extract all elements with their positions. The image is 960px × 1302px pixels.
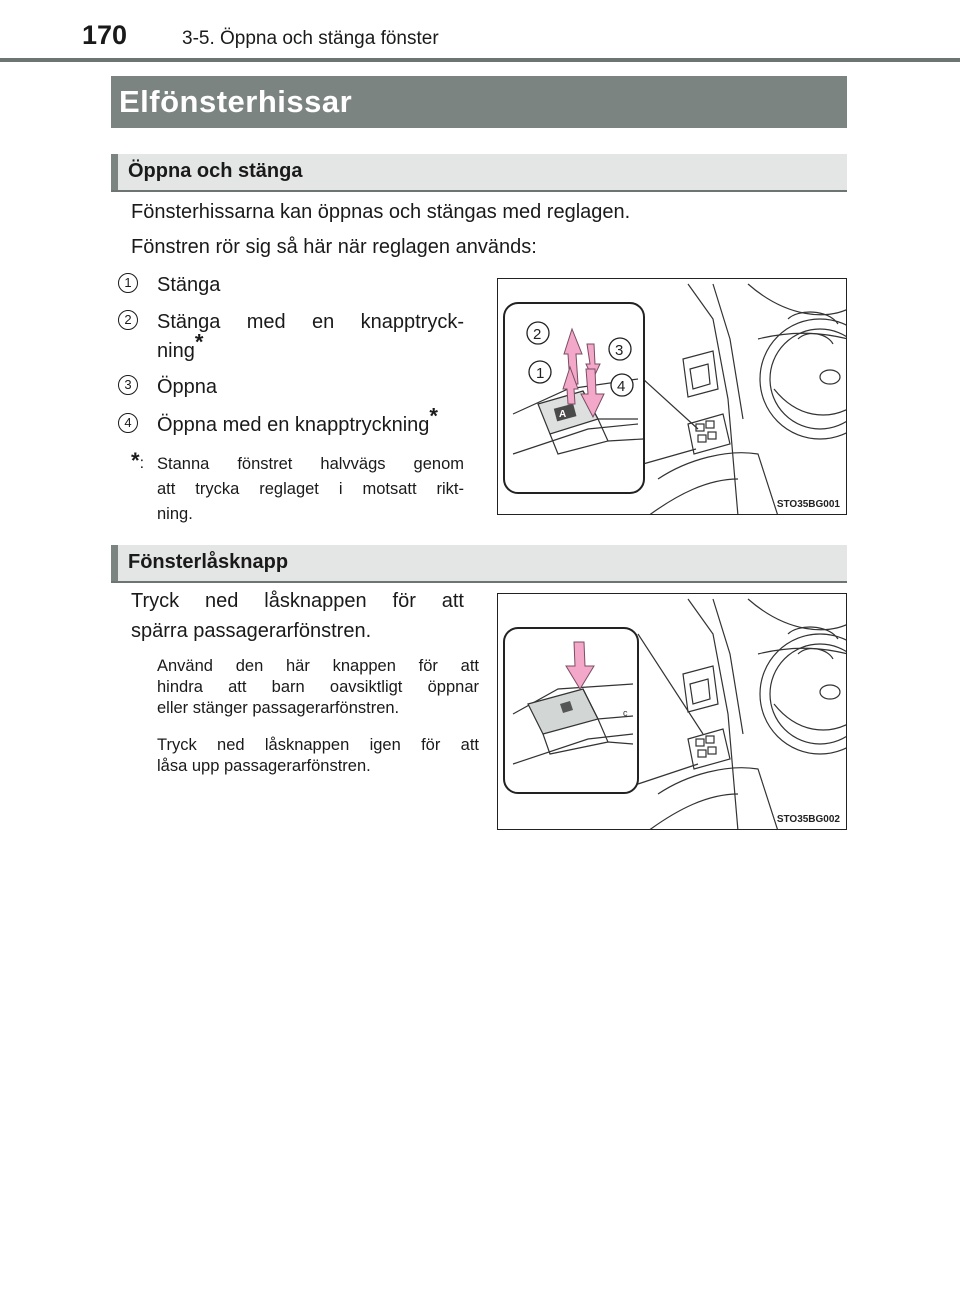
section-heading-text: Öppna och stänga bbox=[128, 160, 303, 182]
item-number-2: 2 bbox=[118, 310, 138, 330]
item-number-4: 4 bbox=[118, 413, 138, 433]
figure-window-switch bbox=[497, 278, 847, 515]
item-open: Öppna bbox=[157, 376, 218, 398]
footnote-star: * bbox=[194, 329, 204, 355]
paragraph-movement: Fönstren rör sig så här när reglagen används: bbox=[131, 236, 537, 258]
lock-intro-line1: Tryck ned låsknappen för att bbox=[131, 590, 464, 612]
section-heading-lock-switch bbox=[111, 545, 847, 583]
heading-bar bbox=[111, 545, 118, 581]
lock-note2-line1: Tryck ned låsknappen igen för att bbox=[157, 736, 479, 754]
item-one-touch-open-text: Öppna med en knapptryckning bbox=[157, 414, 430, 436]
footnote-star: * bbox=[429, 403, 438, 429]
page-number: 170 bbox=[82, 20, 128, 50]
fig-label-4: 4 bbox=[617, 378, 626, 395]
footnote-line2: att trycka reglaget i motsatt rikt- bbox=[157, 480, 464, 498]
fig-label-3: 3 bbox=[615, 342, 624, 359]
item-one-touch-open bbox=[157, 403, 438, 440]
item-close: Stänga bbox=[157, 274, 221, 296]
header-rule bbox=[0, 58, 960, 62]
lock-note2-line2: låsa upp passagerarfönstren. bbox=[157, 757, 371, 775]
section-heading-open-close bbox=[111, 154, 847, 192]
fig-label-2: 2 bbox=[533, 326, 542, 343]
section-heading-text: Fönsterlåsknapp bbox=[128, 551, 289, 573]
paragraph-intro: Fönsterhissarna kan öppnas och stängas med reglagen. bbox=[131, 201, 631, 223]
item-number-3: 3 bbox=[118, 375, 138, 395]
heading-bar bbox=[111, 154, 118, 190]
page-title: Elfönsterhissar bbox=[119, 84, 353, 119]
lock-note1-line2: hindra att barn oavsiktligt öppnar bbox=[157, 678, 479, 696]
item-one-touch-close-line2 bbox=[157, 329, 204, 366]
window-switch-illustration bbox=[498, 279, 847, 515]
lock-intro-line2: spärra passagerarfönstren. bbox=[131, 620, 372, 642]
footnote-line3: ning. bbox=[157, 505, 193, 523]
lock-note1-line3: eller stänger passagerarfönstren. bbox=[157, 699, 400, 717]
item-number-1: 1 bbox=[118, 273, 138, 293]
lock-switch-illustration bbox=[498, 594, 847, 830]
switch-letter: A bbox=[559, 409, 567, 420]
figure-code: STO35BG002 bbox=[776, 814, 840, 825]
title-band bbox=[111, 76, 847, 128]
running-header: 3-5. Öppna och stänga fönster bbox=[182, 28, 439, 49]
svg-text:c: c bbox=[623, 708, 628, 718]
item-one-touch-close-text: ning bbox=[157, 340, 195, 362]
item-one-touch-close-line1: Stänga med en knapptryck- bbox=[157, 311, 464, 333]
figure-code: STO35BG001 bbox=[776, 499, 840, 510]
fig-label-1: 1 bbox=[536, 365, 545, 382]
lock-note1-line1: Använd den här knappen för att bbox=[157, 657, 479, 675]
footnote-marker: *: bbox=[131, 448, 145, 473]
footnote-line1: Stanna fönstret halvvägs genom bbox=[157, 455, 464, 473]
figure-lock-switch bbox=[497, 593, 847, 830]
